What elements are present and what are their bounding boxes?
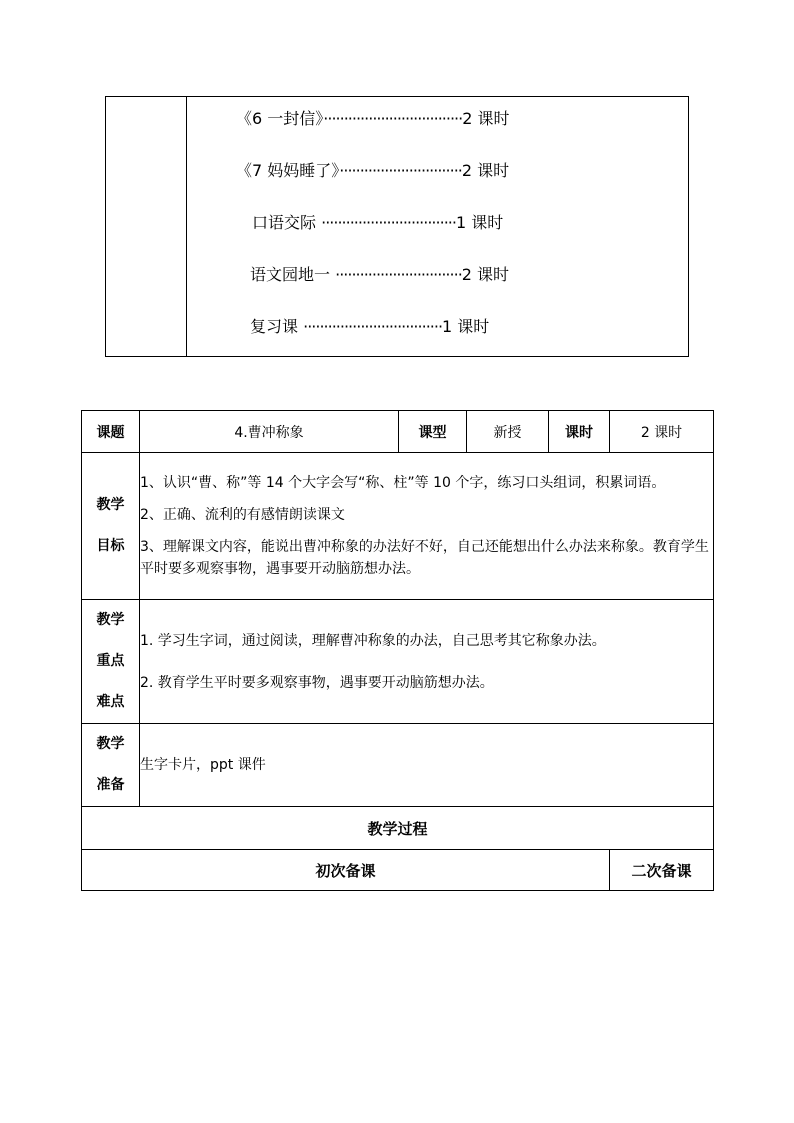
prep-content: 生字卡片，ppt 课件 [140,724,714,807]
schedule-item-hours: 2 课时 [462,109,510,128]
focus-row [82,600,714,724]
lesson-plan-table [81,410,714,891]
schedule-item-label: 复习课 [250,317,299,336]
hours-label: 课时 [549,411,610,453]
schedule-item-hours: 2 课时 [461,265,510,284]
focus-item: 1. 学习生字词，通过阅读，理解曹冲称象的办法，自己思考其它称象办法。 [140,632,606,649]
goals-label: 教学 目标 [82,453,140,600]
goal-item: 1、认识“曹、称”等 14 个大字会写“称、柱”等 10 个字，练习口头组词，积累词语。 [140,475,666,491]
topic-label: 课题 [82,411,140,453]
schedule-item [236,107,509,131]
process-row [82,807,714,850]
prep-header-row [82,850,714,891]
focus-content [140,600,714,724]
schedule-item-dots: ······························· [335,265,462,284]
goal-item: 3、理解课文内容，能说出曹冲称象的办法好不好，自己还能想出什么办法来称象。教育学生平时要多观察事物，遇事要开动脑筋想办法。 [140,539,709,577]
type-value: 新授 [467,411,549,453]
schedule-item-label: 语文园地一 [250,265,331,284]
schedule-item-label: 口语交际 [252,213,317,232]
goal-item: 2、正确、流利的有感情朗读课文 [140,507,345,523]
schedule-item-hours: 2 课时 [461,161,510,180]
schedule-item-hours: 1 课时 [442,317,490,336]
goals-content [140,453,714,600]
type-label: 课型 [399,411,467,453]
schedule-item-dots: ·································· [303,317,443,336]
second-prep-header: 二次备课 [610,850,714,891]
topic-value: 4.曹冲称象 [140,411,399,453]
schedule-left-column [106,97,187,356]
schedule-item-label: 《7 妈妈睡了》 [236,161,340,180]
focus-label: 教学 重点 难点 [82,600,140,724]
focus-item: 2. 教育学生平时要多观察事物，遇事要开动脑筋想办法。 [140,674,494,691]
schedule-item-label: 《6 一封信》 [236,109,324,128]
hours-value: 2 课时 [610,411,714,453]
schedule-item-dots: ·································· [323,109,463,128]
schedule-item [252,211,503,235]
prep-row [82,724,714,807]
schedule-item-hours: 1 课时 [455,213,504,232]
first-prep-header: 初次备课 [82,850,610,891]
goals-row [82,453,714,600]
schedule-item [236,159,509,183]
schedule-item-dots: ······························ [339,161,462,180]
schedule-item [250,263,509,287]
schedule-item-dots: ································· [321,213,456,232]
process-title: 教学过程 [82,807,714,850]
topic-row [82,411,714,453]
schedule-table [105,96,689,357]
schedule-item [250,315,489,339]
prep-label: 教学 准备 [82,724,140,807]
